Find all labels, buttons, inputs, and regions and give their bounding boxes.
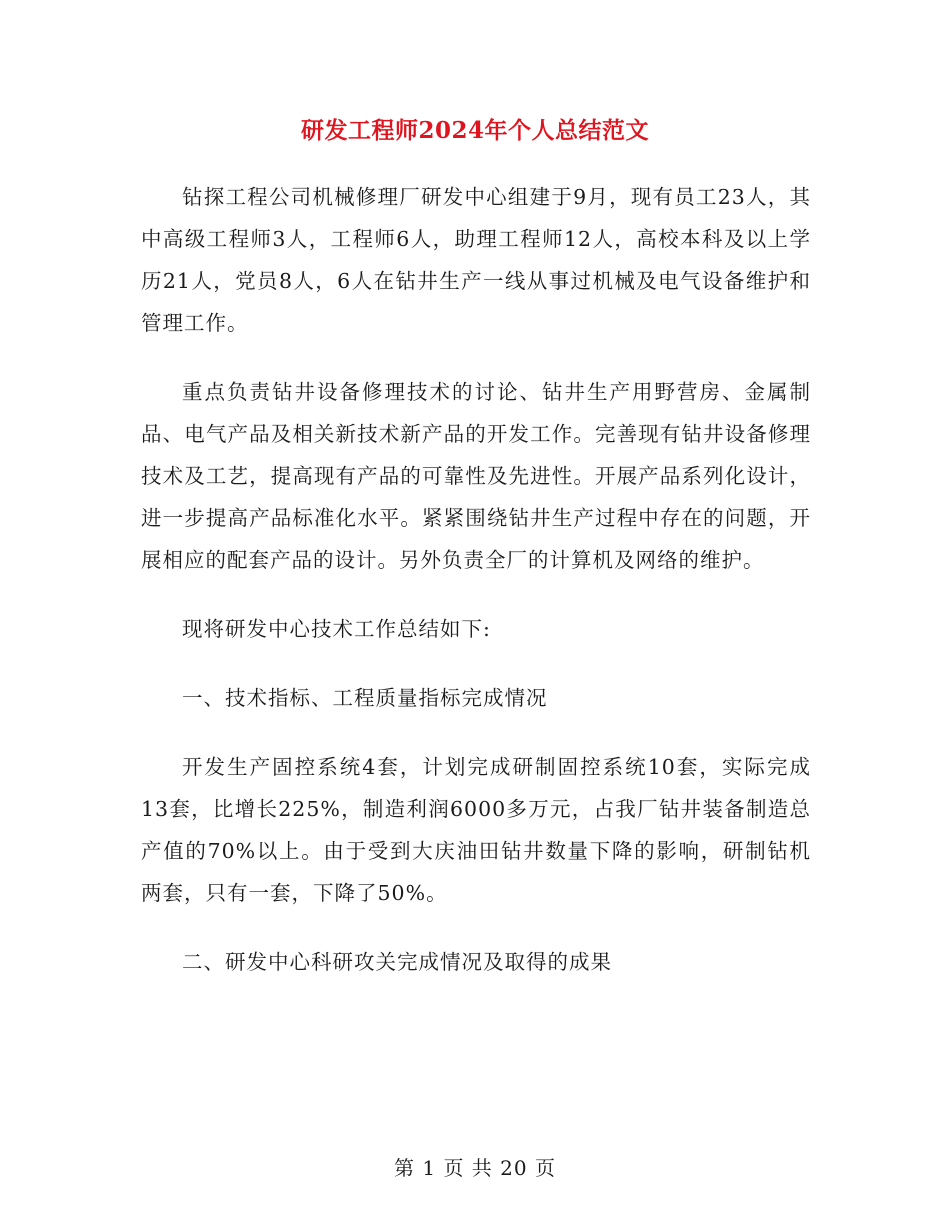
- document-title: 研发工程师2024年个人总结范文: [300, 117, 649, 144]
- paragraph-responsibilities: 重点负责钻井设备修理技术的讨论、钻井生产用野营房、金属制品、电气产品及相关新技术新产品的开发工作。完善现有钻井设备修理技术及工艺，提高现有产品的可靠性及先进性。开展产品系列化设计，进一步提高产品标准化水平。紧紧围绕钻井生产过程中存在的问题，开展相应的配套产品的设计。另外负责全厂的计算机及网络的维护。: [141, 380, 811, 572]
- page-footer: 第 1 页 共 20 页: [394, 1156, 556, 1180]
- section-heading-1: 一、技术指标、工程质量指标完成情况: [182, 686, 548, 710]
- document-body: [141, 176, 811, 983]
- paragraph-staff-overview: 钻探工程公司机械修理厂研发中心组建于9月，现有员工23人，其中高级工程师3人，工程师6人，助理工程师12人，高校本科及以上学历21人，党员8人，6人在钻井生产一线从事过机械及电气设备维护和管理工作。: [141, 185, 811, 335]
- paragraph-production-results: 开发生产固控系统4套，计划完成研制固控系统10套，实际完成13套，比增长225%，制造利润6000多万元，占我厂钻井装备制造总产值的70%以上。由于受到大庆油田钻井数量下降的影响，研制钻机两套，只有一套，下降了50%。: [141, 755, 811, 905]
- section-heading-2: 二、研发中心科研攻关完成情况及取得的成果: [182, 950, 612, 974]
- paragraph-summary-intro: 现将研发中心技术工作总结如下:: [182, 617, 491, 641]
